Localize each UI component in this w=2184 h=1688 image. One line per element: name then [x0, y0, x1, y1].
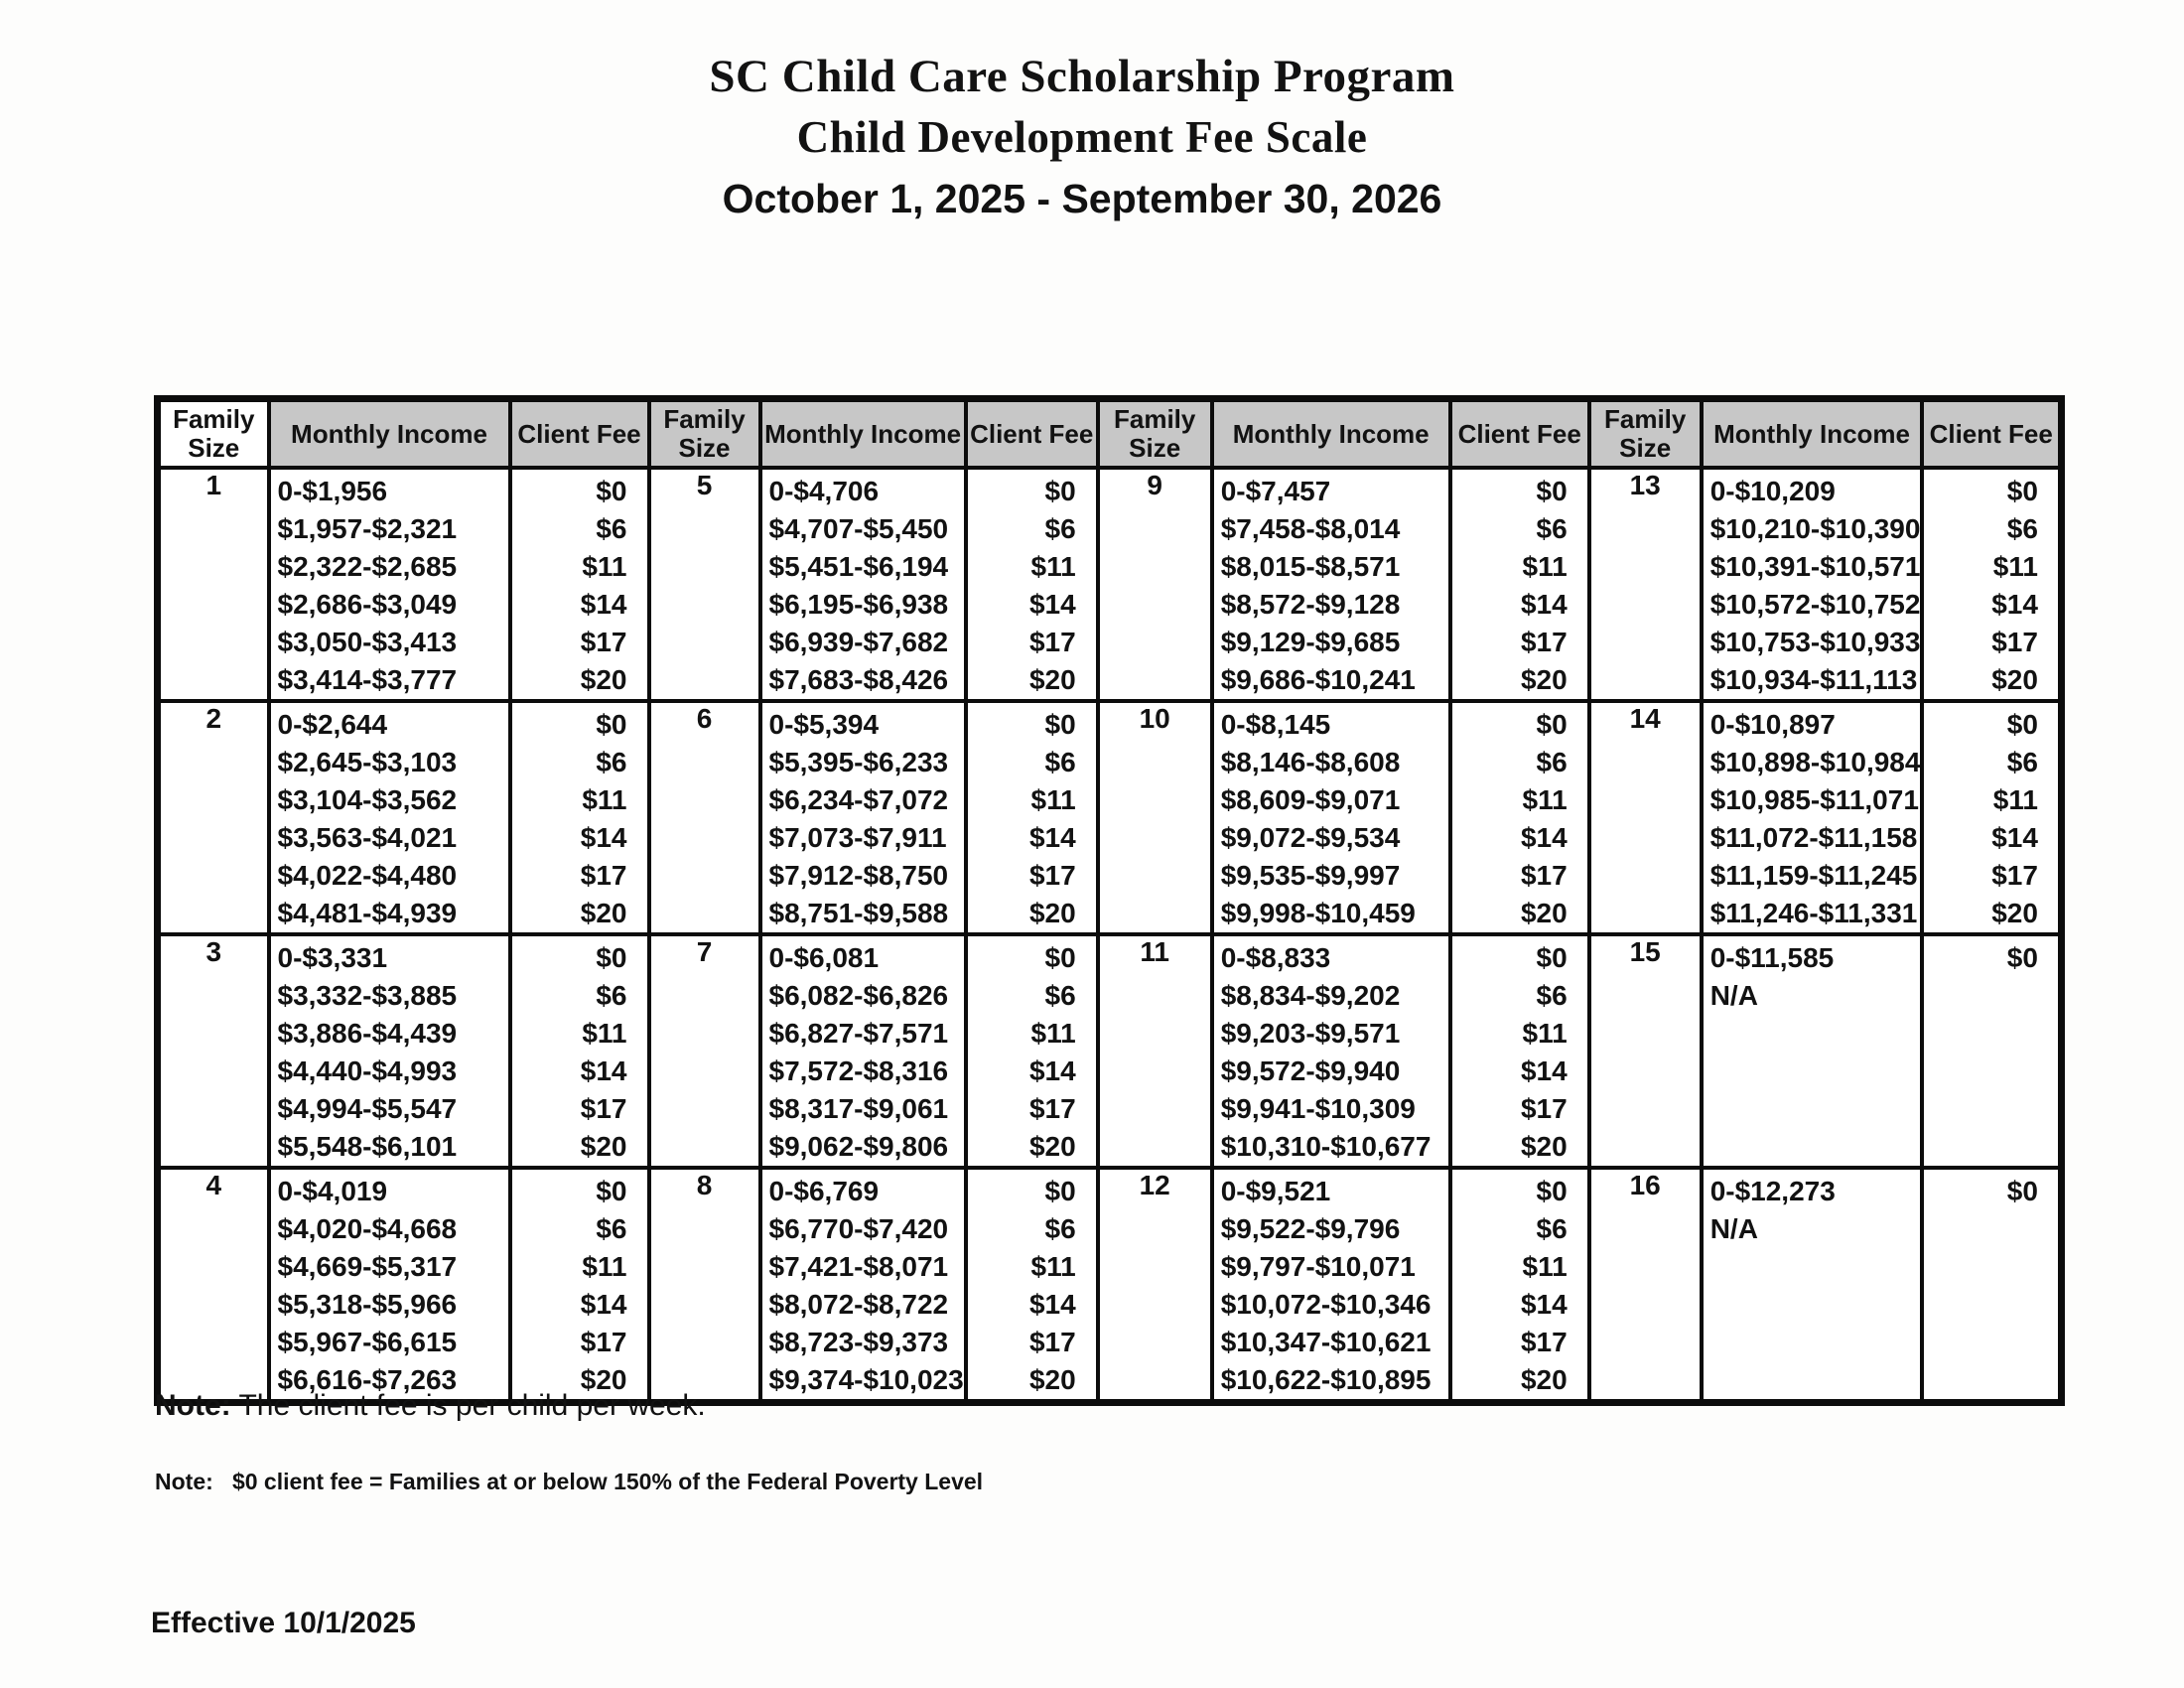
income-range: $5,967-$6,615	[277, 1327, 458, 1357]
income-range: 0-$8,833	[1220, 942, 1331, 973]
table-band-row	[158, 701, 2062, 934]
family-size-cell: 1	[158, 468, 269, 701]
fee-value: $0	[1536, 709, 1568, 740]
fee-value: $20	[1028, 1131, 1076, 1162]
income-range: $3,414-$3,777	[277, 664, 458, 695]
family-size-cell: 13	[1589, 468, 1702, 701]
fee-value	[1924, 1210, 2058, 1248]
fee-value: $0	[2006, 709, 2038, 740]
income-range: $9,941-$10,309	[1220, 1093, 1416, 1124]
income-range: $5,395-$6,233	[768, 747, 949, 777]
income-range: $8,609-$9,071	[1220, 784, 1401, 815]
income-range: 0-$8,145	[1220, 709, 1331, 740]
income-range: $6,939-$7,682	[768, 627, 949, 657]
fee-value: $6	[596, 980, 627, 1011]
effective-date: Effective 10/1/2025	[151, 1607, 416, 1639]
fee-value: $17	[1520, 1093, 1568, 1124]
fee-value: $17	[1991, 627, 2038, 657]
fee-value: $17	[1028, 1093, 1076, 1124]
fee-value: $0	[2006, 1176, 2038, 1206]
monthly-income-cell	[269, 468, 510, 701]
income-range: 0-$7,457	[1220, 476, 1331, 506]
fee-value: $20	[580, 898, 627, 928]
income-range: $5,318-$5,966	[277, 1289, 458, 1320]
income-range: 0-$2,644	[277, 709, 388, 740]
fee-value: $17	[580, 860, 627, 891]
income-range: $4,669-$5,317	[277, 1251, 458, 1282]
client-fee-cell	[510, 701, 649, 934]
family-size-cell: 12	[1098, 1168, 1212, 1403]
fee-value: $0	[1536, 1176, 1568, 1206]
fee-value: $17	[580, 1327, 627, 1357]
monthly-income-cell	[269, 1168, 510, 1403]
fee-value: $11	[1522, 1018, 1568, 1049]
income-range: 0-$9,521	[1220, 1176, 1331, 1206]
note2-label: Note:	[155, 1469, 213, 1494]
monthly-income-cell	[269, 934, 510, 1168]
monthly-income-cell	[760, 1168, 966, 1403]
fee-value: $20	[1028, 898, 1076, 928]
fee-value: $20	[1991, 664, 2038, 695]
table-band-row	[158, 1168, 2062, 1403]
income-range: $7,073-$7,911	[768, 822, 947, 853]
client-fee-cell	[1922, 468, 2061, 701]
header-client-fee: Client Fee	[1922, 399, 2061, 469]
fee-value: $0	[1044, 1176, 1076, 1206]
fee-value: $6	[1044, 1213, 1076, 1244]
income-range: $9,072-$9,534	[1220, 822, 1401, 853]
fee-value: $6	[1536, 980, 1568, 1011]
income-range: 0-$5,394	[768, 709, 880, 740]
client-fee-cell	[1450, 468, 1589, 701]
header-monthly-income: Monthly Income	[1212, 399, 1450, 469]
fee-value: $6	[2006, 747, 2038, 777]
income-range: $7,683-$8,426	[768, 664, 949, 695]
family-size-cell: 6	[649, 701, 760, 934]
monthly-income-cell	[1702, 1168, 1923, 1403]
income-range: $8,146-$8,608	[1220, 747, 1401, 777]
fee-value: $11	[1030, 784, 1076, 815]
note2-text: $0 client fee = Families at or below 150% of the Federal Poverty Level	[231, 1469, 984, 1494]
table-band-row	[158, 934, 2062, 1168]
income-range: $9,572-$9,940	[1220, 1055, 1401, 1086]
fee-value: $0	[596, 709, 627, 740]
family-size-cell: 9	[1098, 468, 1212, 701]
income-range: $11,072-$11,158	[1709, 822, 1918, 853]
income-range: 0-$6,769	[768, 1176, 880, 1206]
income-range: $9,062-$9,806	[768, 1131, 949, 1162]
income-range: $8,751-$9,588	[768, 898, 949, 928]
family-size-cell: 11	[1098, 934, 1212, 1168]
client-fee-cell	[510, 468, 649, 701]
header-client-fee: Client Fee	[510, 399, 649, 469]
income-range: $4,994-$5,547	[277, 1093, 458, 1124]
fee-value: $11	[1522, 1251, 1568, 1282]
monthly-income-cell	[1212, 701, 1450, 934]
fee-value: $11	[1030, 1018, 1076, 1049]
fee-value: $6	[596, 1213, 627, 1244]
income-range: $2,686-$3,049	[277, 589, 458, 620]
income-range: 0-$4,019	[277, 1176, 388, 1206]
income-range: $9,797-$10,071	[1220, 1251, 1416, 1282]
fee-value: $11	[1522, 784, 1568, 815]
family-size-cell: 5	[649, 468, 760, 701]
monthly-income-cell	[1212, 468, 1450, 701]
family-size-cell: 7	[649, 934, 760, 1168]
fee-value: $6	[1044, 747, 1076, 777]
fee-value: $20	[1520, 664, 1568, 695]
monthly-income-cell	[1212, 934, 1450, 1168]
income-range: $6,770-$7,420	[768, 1213, 949, 1244]
income-range: 0-$10,897	[1709, 709, 1836, 740]
income-range: $10,985-$11,071	[1709, 784, 1919, 815]
income-range: N/A	[1709, 980, 1758, 1011]
monthly-income-cell	[1702, 468, 1923, 701]
fee-value: $17	[580, 1093, 627, 1124]
fee-value: $0	[1536, 476, 1568, 506]
income-range: $10,934-$11,113	[1709, 664, 1918, 695]
fee-value: $20	[580, 1131, 627, 1162]
fee-value: $11	[582, 1018, 627, 1049]
fee-value: $11	[1992, 551, 2038, 582]
fee-value: $6	[1044, 513, 1076, 544]
fee-value: $20	[1991, 898, 2038, 928]
income-range: $3,104-$3,562	[277, 784, 458, 815]
fee-value: $0	[1536, 942, 1568, 973]
fee-value: $17	[1028, 627, 1076, 657]
fee-value: $14	[1028, 822, 1076, 853]
income-range: $9,522-$9,796	[1220, 1213, 1401, 1244]
fee-value: $17	[1028, 860, 1076, 891]
fee-value: $11	[582, 1251, 627, 1282]
fee-value: $0	[2006, 476, 2038, 506]
fee-value: $14	[1520, 589, 1568, 620]
header-client-fee: Client Fee	[1450, 399, 1589, 469]
income-range: $10,391-$10,571	[1709, 551, 1921, 582]
income-range: $3,563-$4,021	[277, 822, 458, 853]
income-range: $6,827-$7,571	[768, 1018, 949, 1049]
fee-value	[1924, 977, 2058, 1015]
family-size-cell: 4	[158, 1168, 269, 1403]
monthly-income-cell	[760, 934, 966, 1168]
fee-value: $11	[582, 551, 627, 582]
fee-value: $17	[1520, 627, 1568, 657]
header-family-size: Family Size	[649, 399, 760, 469]
note-per-child-per-week	[155, 1388, 706, 1424]
fee-value: $0	[1044, 476, 1076, 506]
monthly-income-cell	[269, 701, 510, 934]
fee-value: $17	[580, 627, 627, 657]
fee-value: $20	[580, 1364, 627, 1395]
income-range: $10,072-$10,346	[1220, 1289, 1432, 1320]
title-program: SC Child Care Scholarship Program	[709, 51, 1455, 102]
header-family-size: Family Size	[158, 399, 269, 469]
client-fee-cell	[1450, 1168, 1589, 1403]
income-range: $3,050-$3,413	[277, 627, 458, 657]
income-range: 0-$6,081	[768, 942, 880, 973]
income-range: $10,347-$10,621	[1220, 1327, 1432, 1357]
income-range: $8,072-$8,722	[768, 1289, 949, 1320]
fee-value: $14	[1028, 589, 1076, 620]
monthly-income-cell	[1212, 1168, 1450, 1403]
income-range: $5,451-$6,194	[768, 551, 949, 582]
monthly-income-cell	[1702, 701, 1923, 934]
client-fee-cell	[966, 1168, 1098, 1403]
fee-value: $14	[1520, 1289, 1568, 1320]
header-monthly-income: Monthly Income	[760, 399, 966, 469]
income-range: $9,203-$9,571	[1220, 1018, 1401, 1049]
family-size-cell: 2	[158, 701, 269, 934]
fee-value: $20	[1520, 1364, 1568, 1395]
income-range: $7,458-$8,014	[1220, 513, 1401, 544]
fee-value: $6	[2006, 513, 2038, 544]
header-monthly-income: Monthly Income	[269, 399, 510, 469]
income-range: $10,310-$10,677	[1220, 1131, 1432, 1162]
note-poverty-level	[155, 1468, 983, 1495]
family-size-cell: 15	[1589, 934, 1702, 1168]
fee-value: $20	[1520, 898, 1568, 928]
fee-value: $14	[1991, 822, 2038, 853]
note1-label: Note:	[155, 1389, 231, 1422]
client-fee-cell	[1450, 701, 1589, 934]
fee-value: $0	[1044, 709, 1076, 740]
income-range: $8,015-$8,571	[1220, 551, 1401, 582]
income-range: N/A	[1709, 1213, 1758, 1244]
fee-value: $14	[580, 822, 627, 853]
fee-value: $14	[580, 1289, 627, 1320]
income-range: $3,332-$3,885	[277, 980, 458, 1011]
income-range: $1,957-$2,321	[277, 513, 458, 544]
income-range: $7,572-$8,316	[768, 1055, 949, 1086]
fee-value: $6	[596, 513, 627, 544]
client-fee-cell	[1922, 701, 2061, 934]
fee-value: $17	[1991, 860, 2038, 891]
income-range: $10,898-$10,984	[1709, 747, 1921, 777]
income-range: $6,195-$6,938	[768, 589, 949, 620]
monthly-income-cell	[760, 468, 966, 701]
header-family-size: Family Size	[1589, 399, 1702, 469]
fee-value: $20	[1028, 1364, 1076, 1395]
income-range: $8,572-$9,128	[1220, 589, 1401, 620]
income-range: 0-$4,706	[768, 476, 880, 506]
fee-table	[154, 395, 2065, 1406]
income-range: $4,020-$4,668	[277, 1213, 458, 1244]
fee-value: $20	[1520, 1131, 1568, 1162]
client-fee-cell	[966, 934, 1098, 1168]
income-range: $4,440-$4,993	[277, 1055, 458, 1086]
fee-value: $11	[1522, 551, 1568, 582]
income-range: $11,159-$11,245	[1709, 860, 1918, 891]
title-date-range: October 1, 2025 - September 30, 2026	[722, 176, 1442, 221]
fee-value: $14	[1991, 589, 2038, 620]
header-family-size: Family Size	[1098, 399, 1212, 469]
income-range: 0-$1,956	[277, 476, 388, 506]
client-fee-cell	[1922, 934, 2061, 1168]
fee-value: $17	[1520, 860, 1568, 891]
income-range: $4,022-$4,480	[277, 860, 458, 891]
client-fee-cell	[510, 934, 649, 1168]
income-range: $10,210-$10,390	[1709, 513, 1921, 544]
income-range: $5,548-$6,101	[277, 1131, 458, 1162]
fee-value: $6	[1536, 1213, 1568, 1244]
fee-value: $17	[1028, 1327, 1076, 1357]
fee-value: $20	[580, 664, 627, 695]
income-range: $6,082-$6,826	[768, 980, 949, 1011]
header-monthly-income: Monthly Income	[1702, 399, 1923, 469]
income-range: $10,753-$10,933	[1709, 627, 1921, 657]
fee-value: $11	[1030, 1251, 1076, 1282]
fee-value: $14	[1028, 1289, 1076, 1320]
income-range: $6,234-$7,072	[768, 784, 949, 815]
fee-value: $0	[596, 476, 627, 506]
fee-value: $14	[580, 589, 627, 620]
header-row	[158, 399, 2062, 469]
fee-value: $6	[1044, 980, 1076, 1011]
income-range: $7,421-$8,071	[768, 1251, 949, 1282]
fee-value: $0	[2006, 942, 2038, 973]
income-range: $7,912-$8,750	[768, 860, 949, 891]
income-range: $8,834-$9,202	[1220, 980, 1401, 1011]
family-size-cell: 3	[158, 934, 269, 1168]
income-range: $9,535-$9,997	[1220, 860, 1401, 891]
client-fee-cell	[966, 468, 1098, 701]
income-range: $10,622-$10,895	[1220, 1364, 1432, 1395]
income-range: 0-$3,331	[277, 942, 388, 973]
income-range: $8,317-$9,061	[768, 1093, 949, 1124]
title-block	[0, 46, 2164, 230]
monthly-income-cell	[1702, 934, 1923, 1168]
income-range: $9,686-$10,241	[1220, 664, 1416, 695]
fee-value: $14	[580, 1055, 627, 1086]
income-range: $9,129-$9,685	[1220, 627, 1401, 657]
fee-value: $14	[1028, 1055, 1076, 1086]
client-fee-cell	[966, 701, 1098, 934]
income-range: $3,886-$4,439	[277, 1018, 458, 1049]
income-range: $4,481-$4,939	[277, 898, 458, 928]
client-fee-cell	[510, 1168, 649, 1403]
income-range: $8,723-$9,373	[768, 1327, 949, 1357]
monthly-income-cell	[760, 701, 966, 934]
family-size-cell: 14	[1589, 701, 1702, 934]
fee-value: $20	[1028, 664, 1076, 695]
income-range: $9,374-$10,023	[768, 1364, 964, 1395]
fee-value: $6	[596, 747, 627, 777]
fee-value: $6	[1536, 513, 1568, 544]
income-range: $2,645-$3,103	[277, 747, 458, 777]
income-range: 0-$12,273	[1709, 1176, 1836, 1206]
income-range: $11,246-$11,331	[1709, 898, 1918, 928]
fee-value: $11	[1030, 551, 1076, 582]
title-fee-scale: Child Development Fee Scale	[796, 112, 1368, 162]
fee-value: $14	[1520, 822, 1568, 853]
fee-value: $14	[1520, 1055, 1568, 1086]
income-range: $6,616-$7,263	[277, 1364, 458, 1395]
note1-text: The client fee is per child per week.	[238, 1389, 706, 1422]
fee-value: $11	[1992, 784, 2038, 815]
family-size-cell: 10	[1098, 701, 1212, 934]
client-fee-cell	[1922, 1168, 2061, 1403]
fee-value: $0	[596, 1176, 627, 1206]
table-band-row	[158, 468, 2062, 701]
client-fee-cell	[1450, 934, 1589, 1168]
income-range: $2,322-$2,685	[277, 551, 458, 582]
income-range: $9,998-$10,459	[1220, 898, 1416, 928]
income-range: 0-$11,585	[1709, 942, 1835, 973]
header-client-fee: Client Fee	[966, 399, 1098, 469]
family-size-cell: 16	[1589, 1168, 1702, 1403]
fee-value: $17	[1520, 1327, 1568, 1357]
income-range: $4,707-$5,450	[768, 513, 949, 544]
fee-value: $0	[596, 942, 627, 973]
family-size-cell: 8	[649, 1168, 760, 1403]
fee-value: $11	[582, 784, 627, 815]
income-range: $10,572-$10,752	[1709, 589, 1921, 620]
income-range: 0-$10,209	[1709, 476, 1836, 506]
fee-value: $0	[1044, 942, 1076, 973]
fee-value: $6	[1536, 747, 1568, 777]
